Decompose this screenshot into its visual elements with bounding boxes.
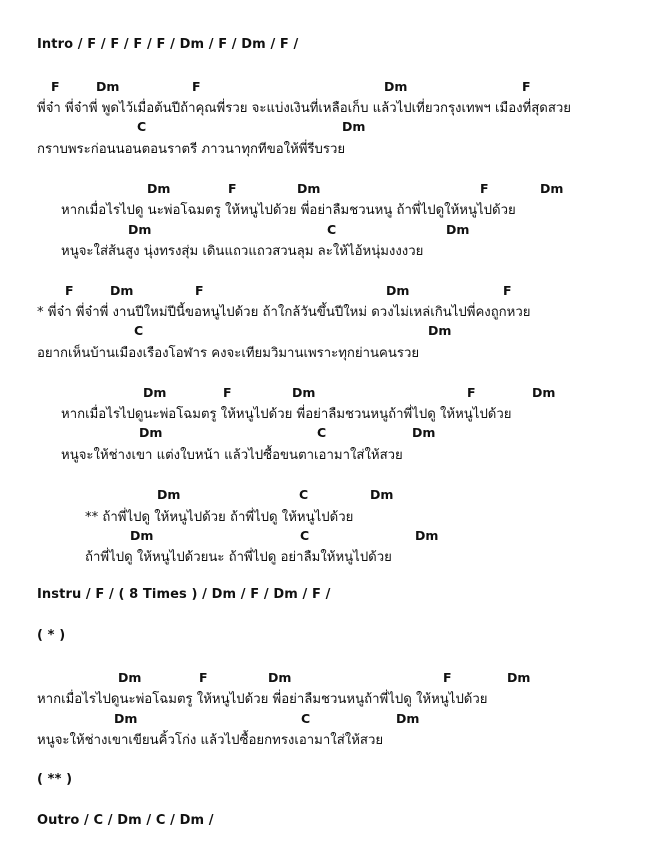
chord: Dm: [532, 385, 556, 400]
chord: Dm: [130, 528, 154, 543]
lyric-line: หนูจะให้ช่างเขาเขียนคิ้วโก่ง แล้วไปซื้อยกทรงเอามาใส่ให้สวย: [37, 733, 384, 748]
chord: Dm: [118, 670, 142, 685]
chord: Dm: [396, 711, 420, 726]
chord: Dm: [143, 385, 167, 400]
lyric-line: ถ้าพี่ไปดู ให้หนูไปด้วยนะ ถ้าพี่ไปดู อย่าลืมให้หนูไปด้วย: [85, 550, 392, 565]
outro-line: Outro / C / Dm / C / Dm /: [37, 813, 214, 828]
chord: F: [503, 283, 512, 298]
lyric-line: อยากเห็นบ้านเมืองเรืองโอฬาร คงจะเทียมวิมานเพราะทุกย่านคนรวย: [37, 346, 420, 361]
chord: C: [300, 528, 310, 543]
chord: F: [65, 283, 74, 298]
chord: F: [467, 385, 476, 400]
chord: F: [228, 181, 237, 196]
chord: F: [443, 670, 452, 685]
chord: C: [134, 323, 144, 338]
chord: F: [223, 385, 232, 400]
intro-line: Intro / F / F / F / F / Dm / F / Dm / F /: [37, 37, 299, 52]
chord: Dm: [292, 385, 316, 400]
chord: F: [192, 79, 201, 94]
chord: Dm: [428, 323, 452, 338]
chord: Dm: [157, 487, 181, 502]
lyric-line: หนูจะใส่ส้นสูง นุ่งทรงสุ่ม เดินแถวแถวสวนลุม ละให้ไอ้หนุ่มงงงวย: [61, 244, 424, 259]
lyric-line: หากเมื่อไรไปดูนะพ่อโฉมตรู ให้หนูไปด้วย พี่อย่าลืมชวนหนูถ้าพี่ไปดู ให้หนูไปด้วย: [61, 407, 512, 422]
chord: Dm: [412, 425, 436, 440]
chord: Dm: [540, 181, 564, 196]
chord: Dm: [139, 425, 163, 440]
chord: Dm: [268, 670, 292, 685]
chord: Dm: [384, 79, 408, 94]
chord: Dm: [370, 487, 394, 502]
chord: Dm: [342, 119, 366, 134]
chord: Dm: [415, 528, 439, 543]
chord: Dm: [128, 222, 152, 237]
chord: Dm: [110, 283, 134, 298]
lyric-line: * พี่จ๋า พี่จ๋าพี่ งานปีใหม่ปีนี้ขอหนูไปด้วย ถ้าใกล้วันขึ้นปีใหม่ ดวงไม่เหล่เกินไปพี่คงถูกหวย: [37, 305, 531, 320]
chord: Dm: [297, 181, 321, 196]
chord: F: [51, 79, 60, 94]
lyric-line: หนูจะให้ช่างเขา แต่งใบหน้า แล้วไปซื้อขนตาเอามาใส่ให้สวย: [61, 448, 403, 463]
chord: Dm: [386, 283, 410, 298]
repeat-chorus-double-star: ( ** ): [37, 772, 73, 787]
lyric-line: พี่จ๋า พี่จ๋าพี่ พูดไว้เมื่อต้นปีถ้าคุณพี่รวย จะแบ่งเงินที่เหลือเก็บ แล้วไปเที่ยวกรุงเทพฯ เมืองที่สุดสวย: [37, 101, 572, 116]
chord: C: [301, 711, 311, 726]
chord: C: [137, 119, 147, 134]
chord: F: [199, 670, 208, 685]
chord: F: [480, 181, 489, 196]
repeat-chorus-star: ( * ): [37, 628, 66, 643]
chord: C: [317, 425, 327, 440]
chord: F: [522, 79, 531, 94]
chord: Dm: [114, 711, 138, 726]
instru-line: Instru / F / ( 8 Times ) / Dm / F / Dm / F /: [37, 587, 331, 602]
chord: C: [299, 487, 309, 502]
lyric-line: หากเมื่อไรไปดูนะพ่อโฉมตรู ให้หนูไปด้วย พี่อย่าลืมชวนหนูถ้าพี่ไปดู ให้หนูไปด้วย: [37, 692, 488, 707]
lyric-line: กราบพระก่อนนอนตอนราตรี ภาวนาทุกทีขอให้พี่รีบรวย: [37, 142, 346, 157]
chord: Dm: [96, 79, 120, 94]
chord: Dm: [446, 222, 470, 237]
lyric-line: ** ถ้าพี่ไปดู ให้หนูไปด้วย ถ้าพี่ไปดู ให้หนูไปด้วย: [85, 510, 354, 525]
lyric-line: หากเมื่อไรไปดู นะพ่อโฉมตรู ให้หนูไปด้วย พี่อย่าลืมชวนหนู ถ้าพี่ไปดูให้หนูไปด้วย: [61, 203, 516, 218]
chord: F: [195, 283, 204, 298]
chord: Dm: [147, 181, 171, 196]
chord: Dm: [507, 670, 531, 685]
chord: C: [327, 222, 337, 237]
